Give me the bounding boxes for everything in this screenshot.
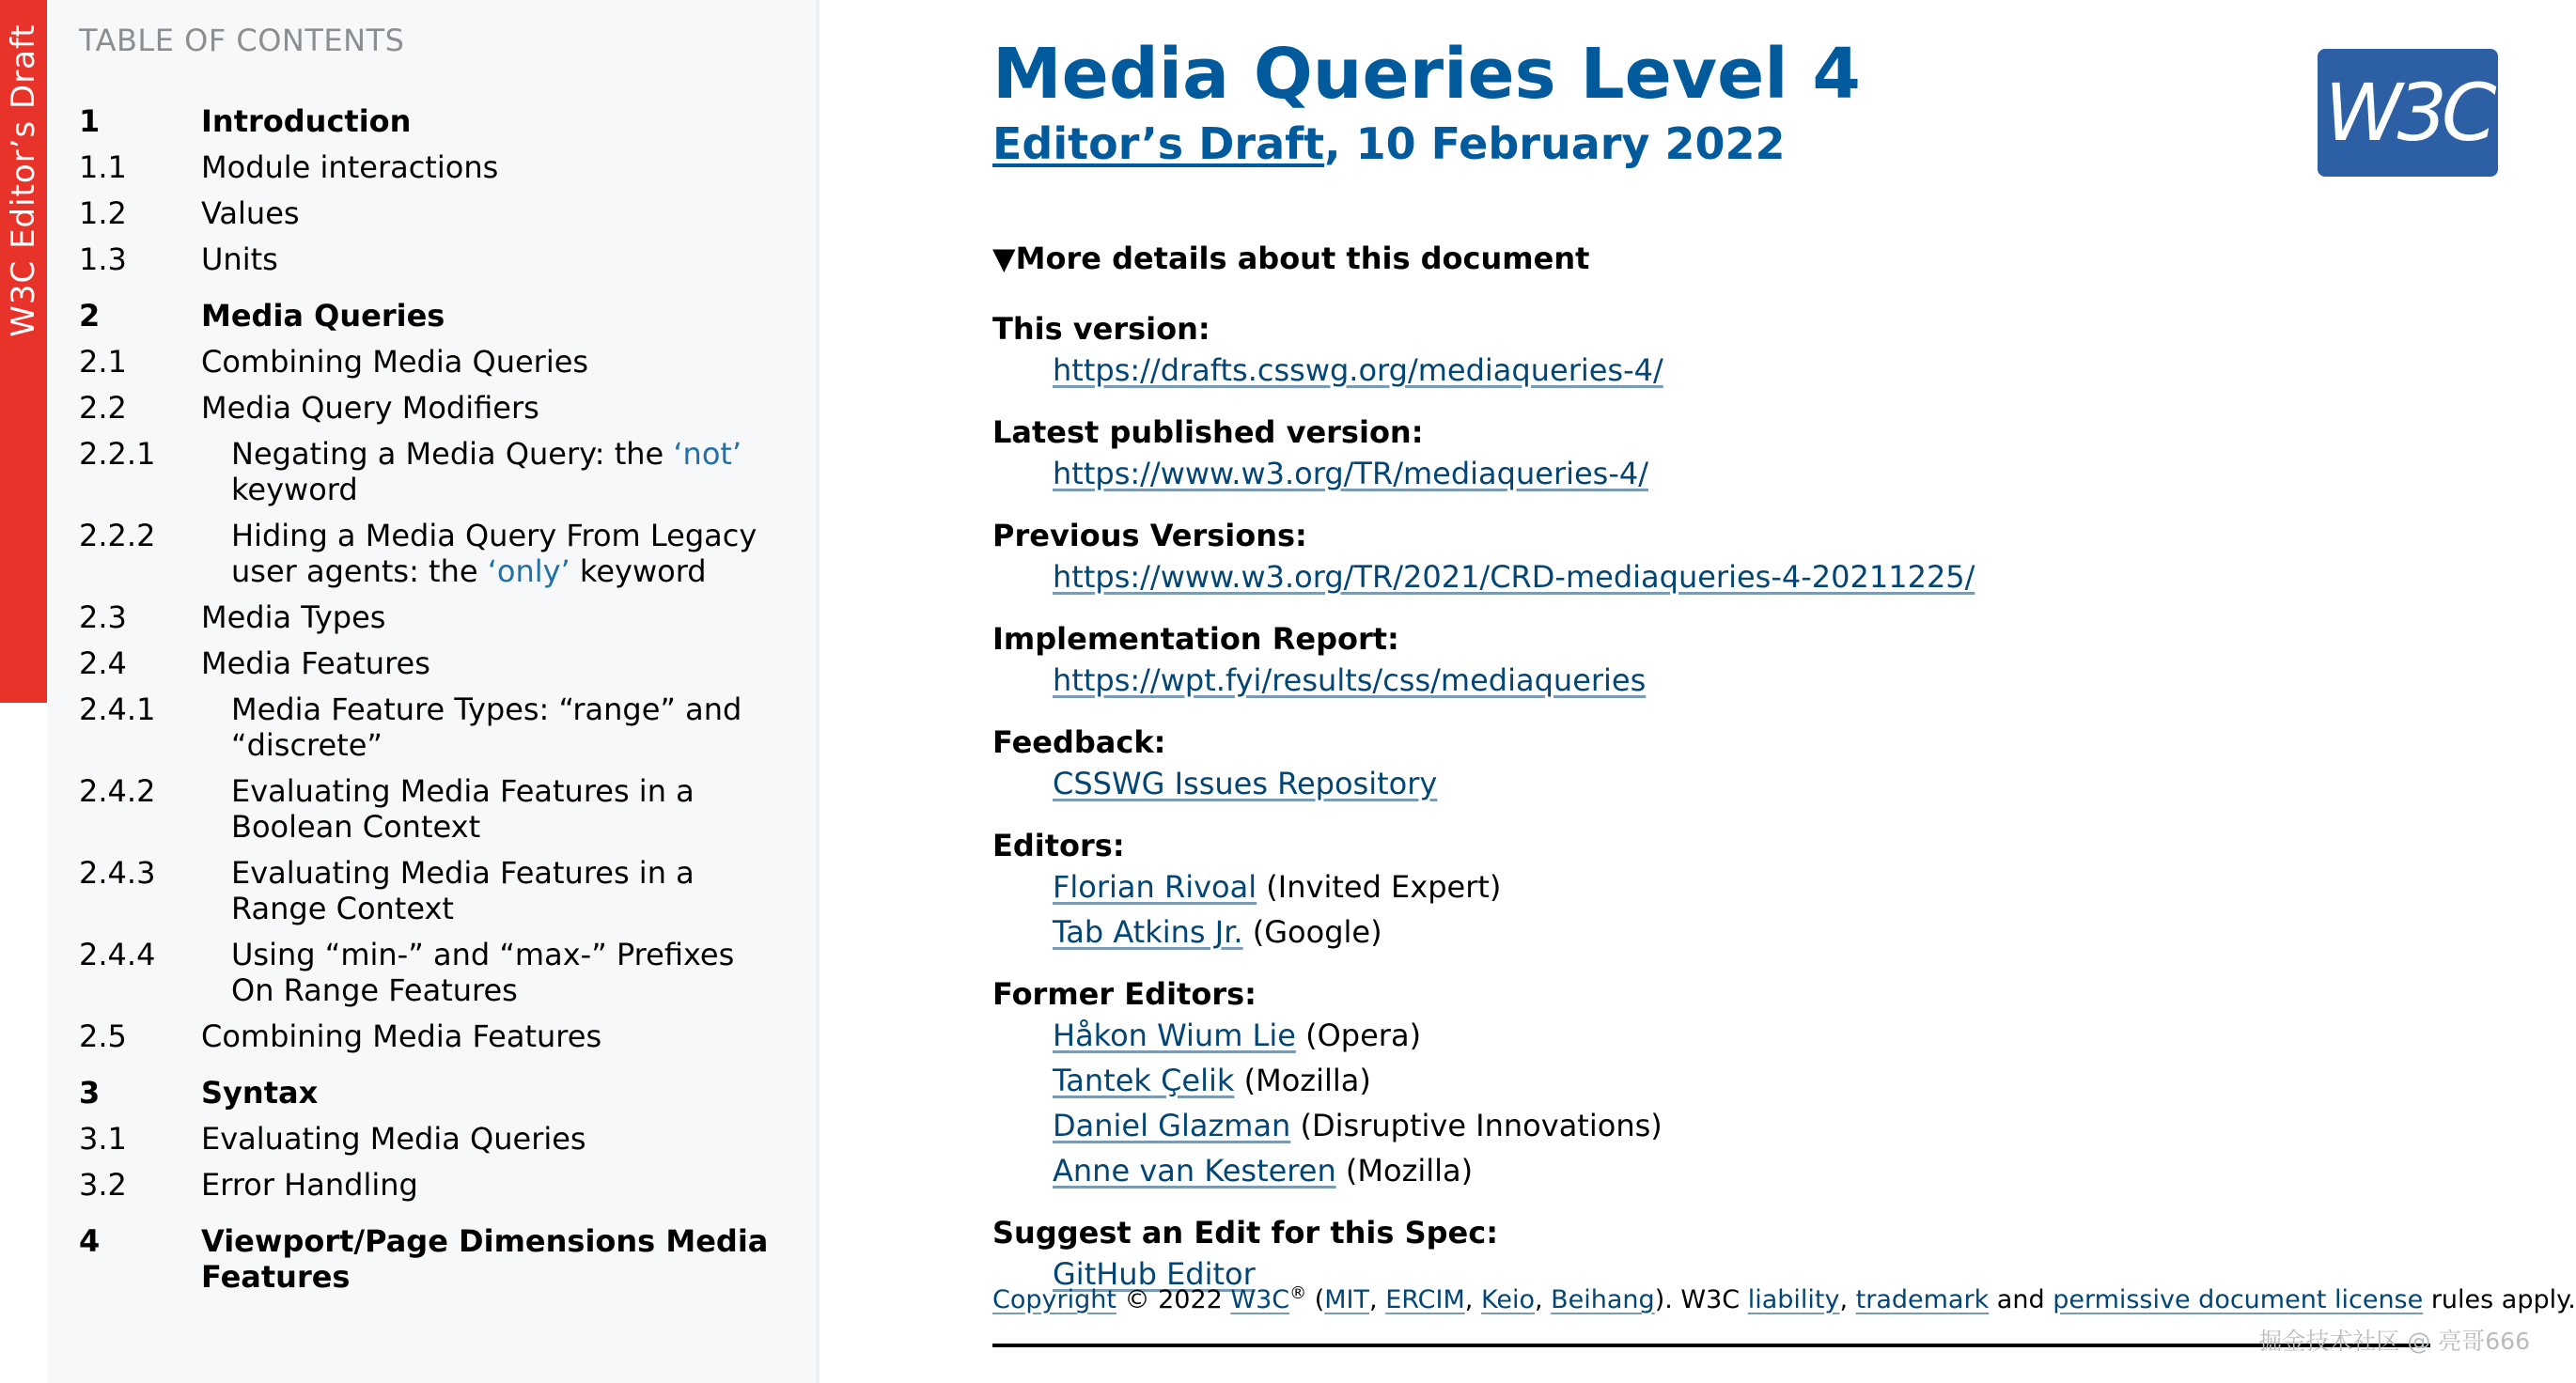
mit-link[interactable]: MIT [1324,1285,1370,1314]
this-version-link[interactable]: https://drafts.csswg.org/mediaqueries-4/ [1053,352,1663,388]
toc-item-number: 2.4.4 [79,937,156,972]
editors-label: Editors: [992,828,1125,863]
toc-item-label: Media Types [201,599,386,635]
editor-link[interactable]: Tab Atkins Jr. [1053,914,1243,950]
toc-item-label: Viewport/Page Dimensions Media Features [201,1223,769,1295]
toc-item-label: Media Queries [201,298,445,334]
toc-item-number: 3.1 [79,1121,127,1157]
toc-item-label: Hiding a Media Query From Legacy user agents: the ‘only’ keyword [231,518,757,589]
toc-item-label: Media Feature Types: “range” and “discrete” [231,692,742,763]
editor-affiliation: (Disruptive Innovations) [1290,1108,1663,1143]
toc-item[interactable] [79,390,812,426]
former-editor-entry [992,1013,2459,1058]
document-details [992,310,2459,1297]
former-editor-link[interactable]: Daniel Glazman [1053,1108,1291,1143]
toc-item[interactable] [79,1075,812,1111]
this-version-label: This version: [992,311,1210,347]
former-editor-link[interactable]: Anne van Kesteren [1053,1153,1336,1189]
toc-item[interactable] [79,344,812,380]
implementation-report-link[interactable]: https://wpt.fyi/results/css/mediaqueries [1053,662,1647,698]
latest-version-label: Latest published version: [992,414,1424,450]
header-divider [992,1344,2430,1347]
liability-link[interactable]: liability [1747,1285,1840,1314]
footer-text: rules apply. [2423,1285,2576,1314]
editor-entry [992,909,2459,955]
latest-version-link[interactable]: https://www.w3.org/TR/mediaqueries-4/ [1053,456,1649,491]
former-editors-label: Former Editors: [992,976,1257,1012]
toc-item[interactable] [79,436,812,507]
toc-item[interactable] [79,855,812,926]
toc-keyword: ‘only’ [487,553,570,589]
toc-item-number: 2.4 [79,645,127,681]
toc-item-label: Negating a Media Query: the ‘not’ keyword [231,436,742,507]
footer-text: and [1989,1285,2053,1314]
w3c-logo-text: W3C [2324,67,2491,159]
toc-item-number: 3.2 [79,1167,127,1203]
toc-item-number: 2.2.2 [79,518,156,553]
toc-heading: TABLE OF CONTENTS [79,23,405,58]
toc-item[interactable] [79,103,812,139]
toc-item[interactable] [79,1121,812,1157]
toc-item[interactable] [79,298,812,334]
w3c-link[interactable]: W3C [1230,1285,1290,1314]
previous-version-link[interactable]: https://www.w3.org/TR/2021/CRD-mediaqueries-4-20211225/ [1053,559,1975,595]
details-toggle[interactable]: ▼More details about this document [992,241,1590,276]
toc-item[interactable] [79,937,812,1008]
toc-item-number: 2.1 [79,344,127,380]
toc-item[interactable] [79,645,812,681]
trademark-link[interactable]: trademark [1855,1285,1990,1314]
toc-list [79,103,812,1305]
w3c-logo[interactable] [2318,49,2498,177]
toc-item[interactable] [79,692,812,763]
status-ribbon[interactable] [0,0,47,703]
former-editor-link[interactable]: Tantek Çelik [1053,1063,1235,1098]
former-editor-entry [992,1058,2459,1103]
footer-text: , [1534,1285,1552,1314]
toc-item[interactable] [79,518,812,589]
registered-mark: ® [1289,1283,1307,1303]
toc-item-label: Introduction [201,103,412,139]
toc-item[interactable] [79,1167,812,1203]
status-link[interactable]: Editor’s Draft [992,118,1325,169]
copyright-year: © 2022 [1116,1285,1231,1314]
toc-item[interactable] [79,773,812,845]
toc-item-label: Module interactions [201,149,499,185]
editor-entry [992,864,2459,909]
toc-item-number: 1.2 [79,195,127,231]
toc-item[interactable] [79,195,812,231]
keio-link[interactable]: Keio [1480,1285,1535,1314]
suggest-edit-label: Suggest an Edit for this Spec: [992,1215,1498,1251]
beihang-link[interactable]: Beihang [1551,1285,1655,1314]
ercim-link[interactable]: ERCIM [1385,1285,1465,1314]
footer-text: , [1839,1285,1856,1314]
page-title: Media Queries Level 4 [992,34,1861,115]
implementation-report-label: Implementation Report: [992,621,1399,657]
toc-item[interactable] [79,149,812,185]
toc-item[interactable] [79,1018,812,1054]
github-editor-link[interactable]: GitHub Editor [1053,1256,1256,1292]
former-editor-link[interactable]: Håkon Wium Lie [1053,1018,1296,1053]
toc-item-number: 2 [79,298,101,334]
toc-item[interactable] [79,1223,812,1295]
editor-affiliation: (Mozilla) [1335,1153,1474,1189]
toc-item-label: Media Features [201,645,430,681]
toc-item-label: Evaluating Media Features in a Boolean Context [231,773,695,845]
copyright-footer [992,1283,2576,1314]
toc-item-label: Using “min-” and “max-” Prefixes On Range Features [231,937,735,1008]
toc-item-number: 1.3 [79,241,127,277]
ribbon-label: W3C Editor’s Draft [5,23,42,337]
publish-date: , 10 February 2022 [1324,118,1786,169]
footer-text: , [1464,1285,1481,1314]
editor-affiliation: (Google) [1242,914,1382,950]
feedback-label: Feedback: [992,724,1166,760]
toc-item-number: 2.4.3 [79,855,156,891]
former-editor-entry [992,1103,2459,1148]
editor-affiliation: (Mozilla) [1234,1063,1371,1098]
toc-item-label: Units [201,241,278,277]
toc-item-number: 2.4.2 [79,773,156,809]
toc-item[interactable] [79,599,812,635]
toc-item-number: 2.2 [79,390,127,426]
copyright-link[interactable]: Copyright [992,1285,1116,1314]
toc-item-label: Media Query Modifiers [201,390,539,426]
watermark: 掘金技术社区 @ 亮哥666 [2258,1328,2530,1355]
footer-text: ( [1306,1285,1325,1314]
toc-keyword: ‘not’ [673,436,742,472]
feedback-link[interactable]: CSSWG Issues Repository [1053,766,1438,801]
footer-text: ). W3C [1654,1285,1748,1314]
footer-text: , [1369,1285,1386,1314]
toc-item-label: Combining Media Features [201,1018,602,1054]
page-subtitle [992,118,1786,169]
previous-versions-label: Previous Versions: [992,518,1307,553]
toc-item-label: Error Handling [201,1167,418,1203]
toc-item-number: 2.3 [79,599,127,635]
toc-item-number: 1.1 [79,149,127,185]
toc-item-label: Evaluating Media Queries [201,1121,586,1157]
toc-item-number: 2.4.1 [79,692,156,727]
toc-item-label: Syntax [201,1075,319,1111]
toc-item[interactable] [79,241,812,277]
toc-item-number: 4 [79,1223,101,1259]
toc-item-label: Evaluating Media Features in a Range Context [231,855,695,926]
toc-item-label: Combining Media Queries [201,344,589,380]
editor-affiliation: (Invited Expert) [1257,869,1502,905]
license-link[interactable]: permissive document license [2053,1285,2424,1314]
toc-item-number: 3 [79,1075,101,1111]
toc-item-number: 2.5 [79,1018,127,1054]
editor-link[interactable]: Florian Rivoal [1053,869,1257,905]
toc-sidebar [47,0,820,1383]
former-editor-entry [992,1148,2459,1193]
toc-item-number: 2.2.1 [79,436,156,472]
toc-item-number: 1 [79,103,101,139]
toc-item-label: Values [201,195,300,231]
editor-affiliation: (Opera) [1295,1018,1422,1053]
